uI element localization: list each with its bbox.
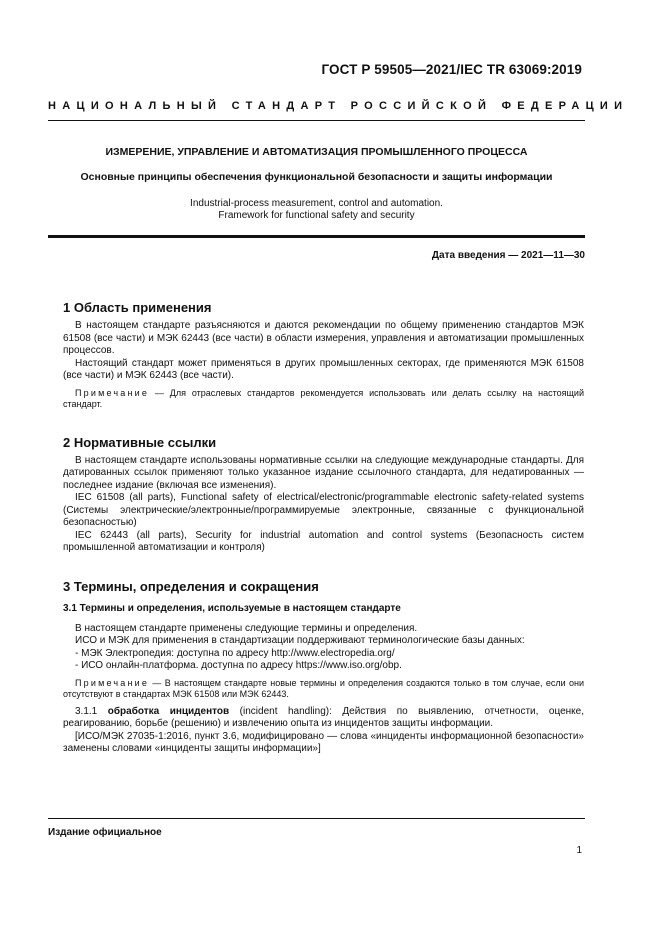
section-2-paragraph-2: IEC 61508 (all parts), Functional safety of electrical/electronic/programmable electronic safety-related systems (Системы электрические/электронные/программируемые электронные, связанные с функциональной безопасностью)	[63, 492, 584, 528]
document-title-english	[48, 198, 585, 222]
section-2-paragraph-1: В настоящем стандарте использованы нормативные ссылки на следующие международные стандарты. Для датированных ссылок применяют только указанное издание ссылочного стандарта, для недатированных — последнее издание (включая все изменения).	[63, 454, 584, 491]
section-2-paragraph-3: IEC 62443 (all parts), Security for industrial automation and control systems (Безопасность систем промышленной автоматизации и контроля)	[63, 529, 584, 553]
note-label: Примечание	[75, 387, 150, 398]
standard-code: ГОСТ Р 59505—2021/IEC TR 63069:2019	[321, 62, 582, 77]
title-rule	[48, 235, 585, 238]
header-rule	[48, 120, 585, 121]
section-3-list-item-1: - МЭК Электропедия: доступна по адресу http://www.electropedia.org/	[75, 647, 395, 659]
section-1-paragraph-2: Настоящий стандарт может применяться в других промышленных секторах, где применяются МЭК 61508 (все части) и МЭК 62443 (все части).	[63, 357, 584, 381]
section-3-list-item-2: - ИСО онлайн-платформа. доступна по адресу https://www.iso.org/obp.	[75, 660, 402, 671]
term-3-1-1-reference: [ИСО/МЭК 27035-1:2016, пункт 3.6, модифицировано — слова «инциденты информационной безопасности» заменены словами «инциденты защиты информации»]	[63, 730, 584, 754]
official-edition-label: Издание официальное	[48, 827, 162, 838]
note-label: Примечание	[75, 677, 150, 688]
term-name: обработка инцидентов	[107, 705, 230, 717]
title-english-line1: Industrial-process measurement, control and automation.	[190, 198, 443, 209]
note-text: — В настоящем стандарте новые термины и определения создаются только в том случае, если они отсутствуют в стандартах МЭК 61508 или МЭК 62443.	[63, 677, 584, 699]
term-number: 3.1.1	[75, 705, 108, 717]
term-definition: (incident handling): Действия по выявлению, отчетности, оценке, реагированию, борьбе (решению) и извлечению опыта из инцидентов защиты информации.	[63, 705, 585, 729]
section-3-paragraph-1: В настоящем стандарте применены следующие термины и определения.	[75, 622, 418, 634]
section-2-heading: 2 Нормативные ссылки	[63, 434, 217, 450]
page-number: 1	[576, 845, 582, 856]
section-3-1-heading: 3.1 Термины и определения, используемые в настоящем стандарте	[63, 602, 401, 614]
footer-rule	[48, 818, 585, 819]
document-subtitle: Основные принципы обеспечения функциональной безопасности и защиты информации	[80, 171, 553, 183]
title-english-line2: Framework for functional safety and security	[218, 210, 415, 221]
note-text: — Для отраслевых стандартов рекомендуется использовать или делать ссылку на настоящий стандарт.	[63, 387, 584, 409]
section-3-note	[63, 678, 584, 701]
section-3-paragraph-2: ИСО и МЭК для применения в стандартизации поддерживают терминологические базы данных:	[75, 635, 525, 646]
term-3-1-1	[63, 706, 584, 731]
section-1-heading: 1 Область применения	[63, 300, 212, 315]
introduction-date: Дата введения — 2021—11—30	[431, 250, 585, 261]
section-1-note	[63, 388, 584, 411]
national-standard-banner: НАЦИОНАЛЬНЫЙ СТАНДАРТ РОССИЙСКОЙ ФЕДЕРАЦИИ	[48, 100, 629, 112]
main-content	[63, 300, 584, 756]
section-3-heading: 3 Термины, определения и сокращения	[63, 578, 319, 594]
document-title: ИЗМЕРЕНИЕ, УПРАВЛЕНИЕ И АВТОМАТИЗАЦИЯ ПРОМЫШЛЕННОГО ПРОЦЕССА	[105, 146, 528, 158]
section-1-paragraph-1: В настоящем стандарте разъясняются и даются рекомендации по общему применению стандартов МЭК 61508 (все части) и МЭК 62443 (все части) в области измерения, управления и автоматизации промышленных процессов.	[63, 320, 584, 356]
